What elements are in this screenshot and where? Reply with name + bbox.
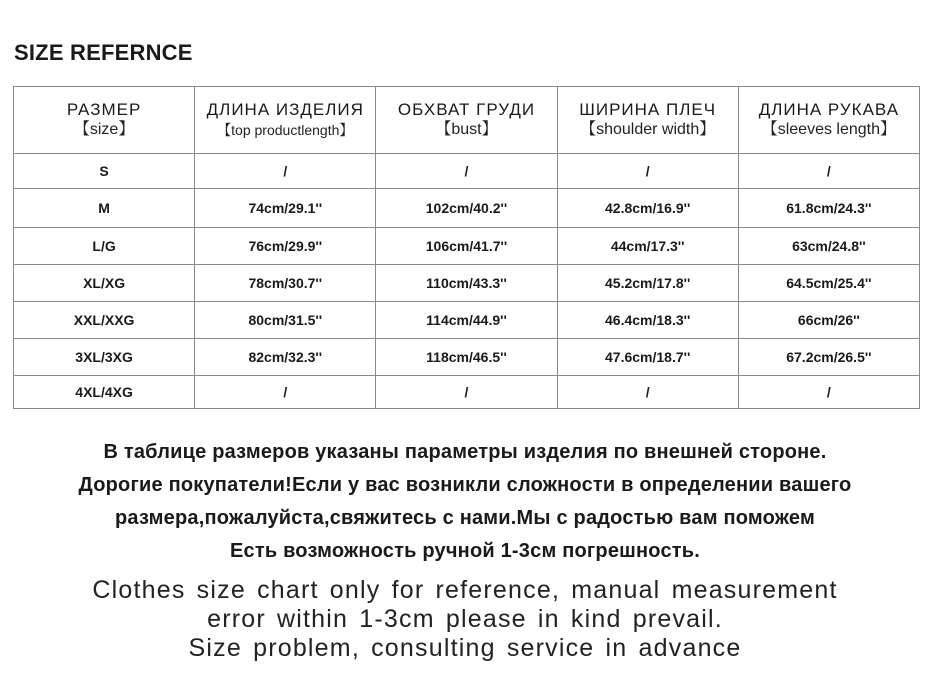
table-cell: 4XL/4XG	[14, 376, 195, 409]
table-cell: 74cm/29.1''	[195, 189, 376, 228]
table-cell: /	[376, 154, 557, 189]
note-line: Size problem, consulting service in advance	[188, 634, 742, 662]
table-cell: 76cm/29.9''	[195, 228, 376, 265]
note-line: В таблице размеров указаны параметры изделия по внешней стороне.	[103, 441, 827, 463]
header-sleeves	[738, 87, 919, 154]
table-row	[14, 154, 920, 189]
header-bust	[376, 87, 557, 154]
table-row	[14, 189, 920, 228]
table-cell: 63cm/24.8''	[738, 228, 919, 265]
table-cell: 66cm/26''	[738, 302, 919, 339]
header-label-en: 【bust】	[435, 121, 498, 138]
header-label-en: 【top productlength】	[217, 122, 354, 138]
table-cell: XXL/XXG	[14, 302, 195, 339]
table-cell: 110cm/43.3''	[376, 265, 557, 302]
note-line: Clothes size chart only for reference, manual measurement	[92, 576, 838, 604]
note-line: размера,пожалуйста,свяжитесь с нами.Мы с радостью вам поможем	[115, 507, 815, 529]
page-title: SIZE REFERNCE	[14, 40, 193, 65]
header-length	[195, 87, 376, 154]
table-cell: XL/XG	[14, 265, 195, 302]
header-label-ru: ДЛИНА РУКАВА	[758, 100, 900, 119]
table-cell: L/G	[14, 228, 195, 265]
russian-notes	[0, 436, 930, 568]
table-cell: /	[738, 376, 919, 409]
header-label-en: 【size】	[73, 121, 135, 138]
header-label-ru: ДЛИНА ИЗДЕЛИЯ	[206, 100, 364, 119]
table-cell: 46.4cm/18.3''	[557, 302, 738, 339]
table-cell: /	[557, 154, 738, 189]
table-cell: 114cm/44.9''	[376, 302, 557, 339]
table-cell: 80cm/31.5''	[195, 302, 376, 339]
table-cell: 61.8cm/24.3''	[738, 189, 919, 228]
header-label-ru: ШИРИНА ПЛЕЧ	[579, 100, 717, 119]
header-label-ru: РАЗМЕР	[66, 100, 142, 119]
table-cell: 106cm/41.7''	[376, 228, 557, 265]
table-cell: M	[14, 189, 195, 228]
table-cell: 67.2cm/26.5''	[738, 339, 919, 376]
table-row	[14, 376, 920, 409]
table-cell: 82cm/32.3''	[195, 339, 376, 376]
table-cell: 64.5cm/25.4''	[738, 265, 919, 302]
header-size	[14, 87, 195, 154]
table-row	[14, 339, 920, 376]
english-notes	[0, 576, 930, 663]
table-row	[14, 302, 920, 339]
table-row	[14, 265, 920, 302]
table-cell: 118cm/46.5''	[376, 339, 557, 376]
table-cell: 102cm/40.2''	[376, 189, 557, 228]
note-line: Есть возможность ручной 1-3см погрешность.	[229, 540, 701, 562]
table-cell: 42.8cm/16.9''	[557, 189, 738, 228]
header-shoulder	[557, 87, 738, 154]
size-table	[13, 86, 920, 409]
table-header-row	[14, 87, 920, 154]
table-cell: /	[557, 376, 738, 409]
table-cell: /	[738, 154, 919, 189]
table-cell: /	[376, 376, 557, 409]
table-cell: S	[14, 154, 195, 189]
header-label-ru: ОБХВАТ ГРУДИ	[397, 100, 536, 119]
table-cell: 3XL/3XG	[14, 339, 195, 376]
table-cell: /	[195, 376, 376, 409]
table-cell: /	[195, 154, 376, 189]
table-cell: 45.2cm/17.8''	[557, 265, 738, 302]
table-cell: 78cm/30.7''	[195, 265, 376, 302]
table-row	[14, 228, 920, 265]
note-line: error within 1-3cm please in kind prevail.	[207, 605, 723, 633]
note-line: Дорогие покупатели!Если у вас возникли сложности в определении вашего	[78, 474, 852, 496]
table-cell: 44cm/17.3''	[557, 228, 738, 265]
header-label-en: 【shoulder width】	[580, 121, 716, 138]
header-label-en: 【sleeves length】	[761, 121, 897, 138]
table-cell: 47.6cm/18.7''	[557, 339, 738, 376]
